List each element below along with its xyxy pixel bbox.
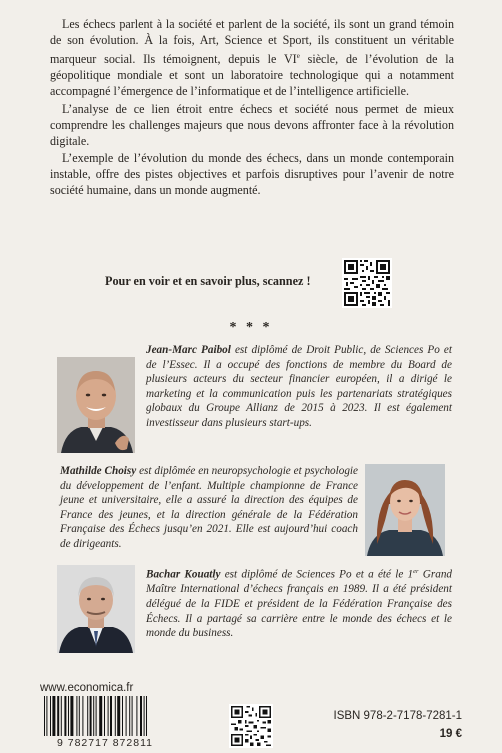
barcode-bar: [82, 696, 83, 738]
barcode-bar: [64, 696, 66, 738]
section-separator: * * *: [229, 320, 273, 335]
barcode-bar: [132, 696, 133, 738]
synopsis-paragraph-1: Les échecs parlent à la société et parlent de la société, ils sont un grand témoin de son évolution. À la fois, Art, Science et Sport, ils constituent un véritable marqueur social. Ils témoignent, depuis le VIe siècle, de l’évolution de la géopolitique mondiale et sont un laboratoire technologique qui a notamment accompagné l’émergence de l’informatique et de l’intelligence artificielle.: [50, 17, 454, 99]
barcode-bar: [46, 696, 47, 738]
barcode-bar: [115, 696, 116, 738]
price: 19 €: [439, 728, 462, 740]
barcode-bar: [50, 696, 51, 738]
barcode-bar: [144, 696, 145, 738]
synopsis-paragraph-3: L’exemple de l’évolution du monde des échecs, dans un monde contemporain instable, offre des pistes objectives et parfois disruptives pour l’avenir de notre société humaine, dans un monde augmenté.: [50, 150, 454, 197]
barcode-bar: [90, 696, 92, 738]
barcode-bar: [87, 696, 88, 738]
barcode-bar: [68, 696, 69, 738]
barcode-bar: [93, 696, 94, 738]
barcode-bar: [70, 696, 73, 738]
author-bio-mathilde-choisy: Mathilde Choisy est diplômée en neuropsychologie et psychologie du développement de l’enfant. Multiple championne de France jeune et universitaire, elle a assuré la direction des équipes de France des jeunes, et la direction générale de la Fédération Française des Échecs jusqu’en 2021. Elle est aujourd’hui coach de dirigeants.: [60, 465, 358, 550]
isbn: ISBN 978-2-7178-7281-1: [333, 710, 462, 722]
barcode-bar: [117, 696, 120, 738]
barcode-bar: [104, 696, 105, 738]
barcode-bar: [126, 696, 127, 738]
barcode-bar: [110, 696, 112, 738]
author-photo-mathilde-choisy: [365, 464, 445, 556]
author-photo-bachar-kouatly: [57, 565, 135, 653]
barcode-bar: [61, 696, 62, 738]
barcode-bar: [44, 696, 45, 738]
barcode-bar: [57, 696, 59, 738]
author-photo-jean-marc-paibol: [57, 357, 135, 453]
barcode-bar: [136, 696, 137, 738]
qr-code[interactable]: [342, 258, 392, 308]
synopsis: [50, 16, 454, 199]
barcode-bar: [99, 696, 102, 738]
author-name: Bachar Kouatly: [146, 568, 221, 581]
barcode-bar: [129, 696, 130, 738]
barcode-bar: [52, 696, 55, 738]
barcode-bar: [122, 696, 123, 738]
author-name: Mathilde Choisy: [60, 465, 137, 477]
barcode-bar: [140, 696, 142, 738]
publisher-website-link[interactable]: www.economica.fr: [40, 682, 134, 694]
barcode-bar: [96, 696, 97, 738]
barcode-bar: [79, 696, 80, 738]
author-bio-bachar-kouatly: Bachar Kouatly est diplômé de Sciences Po et a été le 1er Grand Maître International d’échecs français en 1989. Il a été président délégué de la FIDE et président de la Fédération Française des Échecs. Il a partagé sa carrière entre le monde des échecs et le monde du business.: [146, 568, 453, 640]
scan-call-to-action: Pour en voir et en savoir plus, scannez !: [105, 274, 311, 288]
qr-code-footer[interactable]: [229, 704, 273, 748]
synopsis-paragraph-2: L’analyse de ce lien étroit entre échecs et société nous permet de mieux comprendre les challenges majeurs que nous devons affronter face à la révolution digitale.: [50, 101, 454, 148]
barcode-bar: [108, 696, 109, 738]
barcode-digits: 9 782717 872811: [40, 736, 170, 750]
barcode-bar: [146, 696, 147, 738]
barcode-bar: [76, 696, 77, 738]
author-name: Jean-Marc Paibol: [146, 344, 231, 356]
author-bio-jean-marc-paibol: Jean-Marc Paibol est diplômé de Droit Public, de Sciences Po et de l’Essec. Il a occupé des fonctions de membre du Board de plusieurs acteurs du secteur financier européen, il a dirigé le marketing et la communication puis les partenariats stratégiques globaux du Groupe Allianz de 2015 à 2023. Il est également investisseur dans plusieurs start-ups.: [146, 344, 452, 429]
